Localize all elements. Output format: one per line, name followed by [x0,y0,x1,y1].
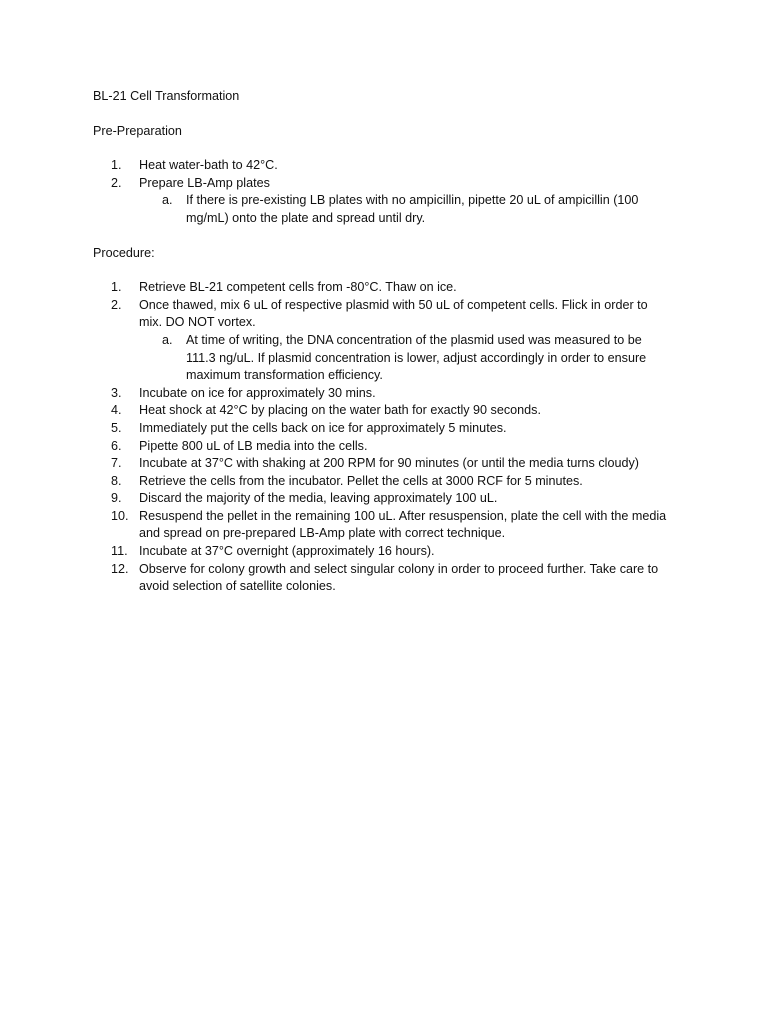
sub-step-text: If there is pre-existing LB plates with no ampicillin, pipette 20 uL of ampicillin (100 mg/mL) onto the plate and spread until dry. [186,193,639,225]
list-item [93,420,668,438]
sub-step-letter: a. [162,193,173,208]
list-item [93,473,668,491]
step-text: Retrieve BL-21 competent cells from -80°C. Thaw on ice. [139,280,457,295]
step-number: 11. [111,544,128,559]
step-number: 2. [111,297,122,312]
step-text: Prepare LB-Amp plates [139,175,270,190]
step-text: Incubate on ice for approximately 30 mins. [139,385,376,400]
step-text: Heat water-bath to 42°C. [139,158,278,173]
step-number: 7. [111,456,122,471]
list-item [93,455,668,473]
step-text: Heat shock at 42°C by placing on the water bath for exactly 90 seconds. [139,403,541,418]
step-number: 1. [111,280,122,295]
step-number: 5. [111,420,122,435]
sub-step-letter: a. [162,332,173,347]
list-item [93,438,668,456]
sub-list-item [139,192,668,227]
step-number: 4. [111,403,122,418]
list-item [93,543,668,561]
procedure-list [93,279,668,596]
list-item [93,175,668,228]
list-item [93,157,668,175]
step-text: Resuspend the pellet in the remaining 100 uL. After resuspension, plate the cell with the media and spread on pre-prepared LB-Amp plate with correct technique. [139,508,667,541]
pre-preparation-list [93,157,668,227]
step-text: Observe for colony growth and select singular colony in order to proceed further. Take care to avoid selection of satellite colonies. [139,561,659,594]
step-text: Incubate at 37°C with shaking at 200 RPM for 90 minutes (or until the media turns cloudy) [139,456,639,471]
list-item [93,297,668,385]
step-text: Retrieve the cells from the incubator. Pellet the cells at 3000 RCF for 5 minutes. [139,473,583,488]
step-text: Incubate at 37°C overnight (approximately 16 hours). [139,544,435,559]
list-item [93,490,668,508]
list-item [93,561,668,596]
list-item [93,385,668,403]
step-number: 8. [111,473,122,488]
sub-list [139,332,668,385]
step-text: Pipette 800 uL of LB media into the cells. [139,438,368,453]
step-text: Once thawed, mix 6 uL of respective plasmid with 50 uL of competent cells. Flick in order to mix. DO NOT vortex. [139,297,648,330]
sub-list-item [139,332,668,385]
pre-preparation-heading: Pre-Preparation [93,123,182,138]
step-text: Discard the majority of the media, leaving approximately 100 uL. [139,491,498,506]
step-number: 12. [111,561,129,576]
procedure-heading: Procedure: [93,245,155,260]
sub-list [139,192,668,227]
step-number: 6. [111,438,122,453]
step-text: Immediately put the cells back on ice for approximately 5 minutes. [139,420,507,435]
sub-step-text: At time of writing, the DNA concentration of the plasmid used was measured to be 111.3 ng/uL. If plasmid concentration is lower, adjust accordingly in order to ensure maximum transformation efficiency. [186,332,647,383]
list-item [93,279,668,297]
step-number: 10. [111,508,129,523]
step-number: 1. [111,158,122,173]
list-item [93,508,668,543]
step-number: 2. [111,175,122,190]
document-title: BL-21 Cell Transformation [93,89,240,103]
step-number: 3. [111,385,122,400]
step-number: 9. [111,491,122,506]
list-item [93,402,668,420]
